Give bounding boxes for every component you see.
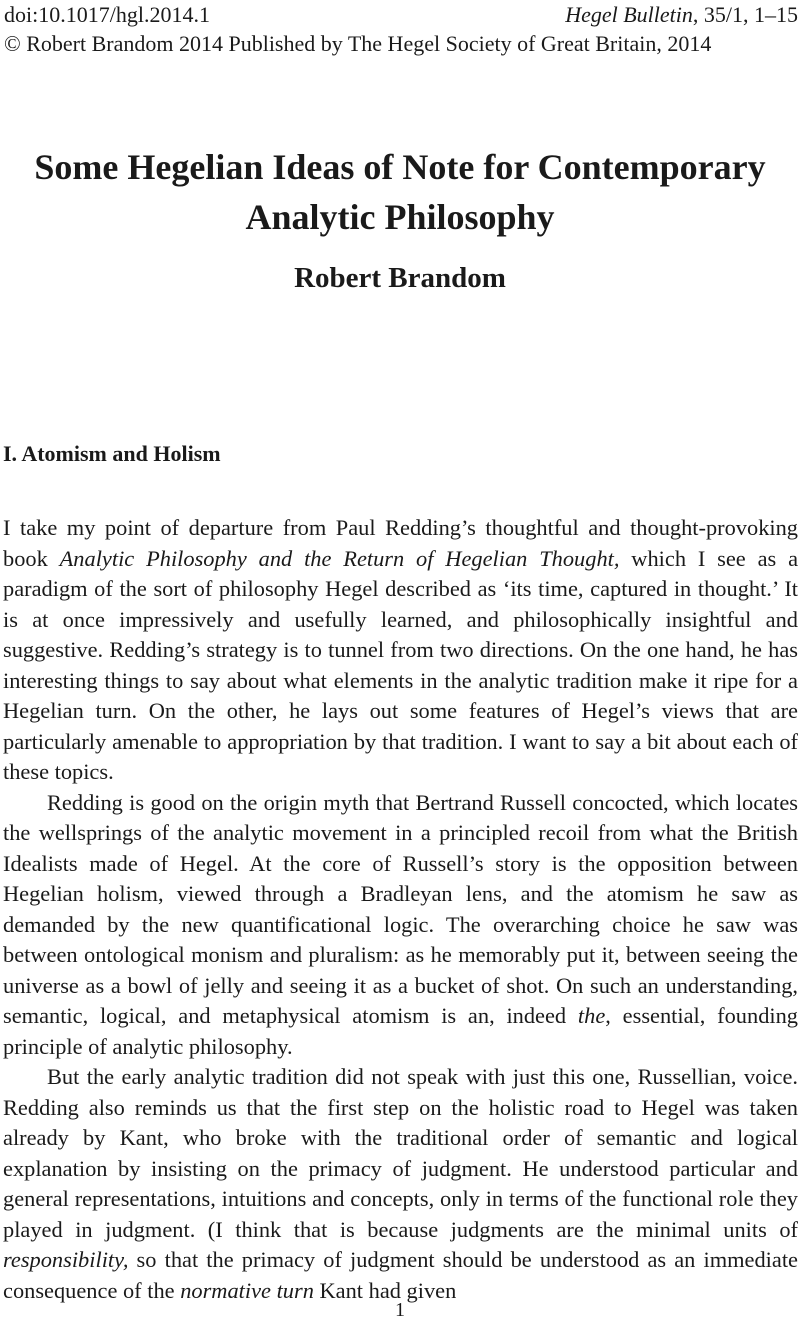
paragraph-3-text-b: so that the primacy of judgment should be understood as an immediate consequence of the [3, 1247, 798, 1303]
paragraph-3 [3, 1062, 798, 1306]
paragraph-1-text-a: I take my point of departure from Paul Redding’s thoughtful and thought-provoking book [3, 515, 798, 571]
article-body [3, 513, 798, 1306]
paragraph-3-text-a: But the early analytic tradition did not speak with just this one, Russellian, voice. Redding also reminds us that the first step on the holistic road to Hegel was taken already by Kant, who broke with the traditional order of semantic and logical explanation by insisting on the primacy of judgment. He understood particular and general representations, intuitions and concepts, only in terms of the functional role they played in judgment. (I think that is because judgments are the minimal units of [3, 1064, 798, 1242]
doi-link[interactable]: doi:10.1017/hgl.2014.1 [4, 2, 210, 27]
paragraph-2-text-a: Redding is good on the origin myth that Bertrand Russell concocted, which locates the wellsprings of the analytic movement in a principled recoil from what the British Idealists made of Hegel. At the core of Russell’s story is the opposition between Hegelian holism, viewed through a Bradleyan lens, and the atomism he saw as demanded by the new quantificational logic. The overarching choice he saw was between ontological monism and pluralism: as he memorably put it, between seeing the universe as a bowl of jelly and seeing it as a bucket of shot. On such an understanding, semantic, logical, and metaphysical atomism is an, indeed [3, 789, 798, 1028]
journal-name: Hegel Bulletin [565, 2, 693, 27]
emphasis-normative-turn: normative turn [180, 1277, 314, 1303]
paragraph-2 [3, 788, 798, 1063]
paragraph-3-text-c: Kant had given [313, 1277, 457, 1303]
emphasis-responsibility: responsibility, [3, 1247, 129, 1272]
volume-pages: , 35/1, 1–15 [692, 2, 798, 27]
paragraph-1-text-b: which I see as a paradigm of the sort of philosophy Hegel described as ‘its time, captured in thought.’ It is at once impressively and usefully learned, and philosophically insightful and suggestive. Redding’s strategy is to tunnel from two directions. On the one hand, he has interesting things to say about what elements in the analytic tradition make it ripe for a Hegelian turn. On the other, he lays out some features of Hegel’s views that are particularly amenable to appropriation by that tradition. I want to say a bit about each of these topics. [3, 545, 799, 784]
emphasis-the: the [577, 1003, 606, 1028]
paragraph-2-text-b: , essential, founding principle of analytic philosophy. [3, 1003, 798, 1059]
journal-citation [565, 0, 800, 29]
running-header [4, 0, 800, 58]
page-number: 1 [395, 1299, 405, 1321]
article-title: Some Hegelian Ideas of Note for Contemporary Analytic Philosophy [34, 147, 766, 237]
section-heading: I. Atomism and Holism [3, 441, 221, 466]
copyright-notice: © Robert Brandom 2014 Published by The Hegel Society of Great Britain, 2014 [4, 31, 712, 56]
book-title: Analytic Philosophy and the Return of Hegelian Thought, [59, 545, 620, 571]
article-author: Robert Brandom [294, 262, 506, 294]
header-top-row [4, 0, 800, 29]
paragraph-1 [3, 513, 798, 788]
